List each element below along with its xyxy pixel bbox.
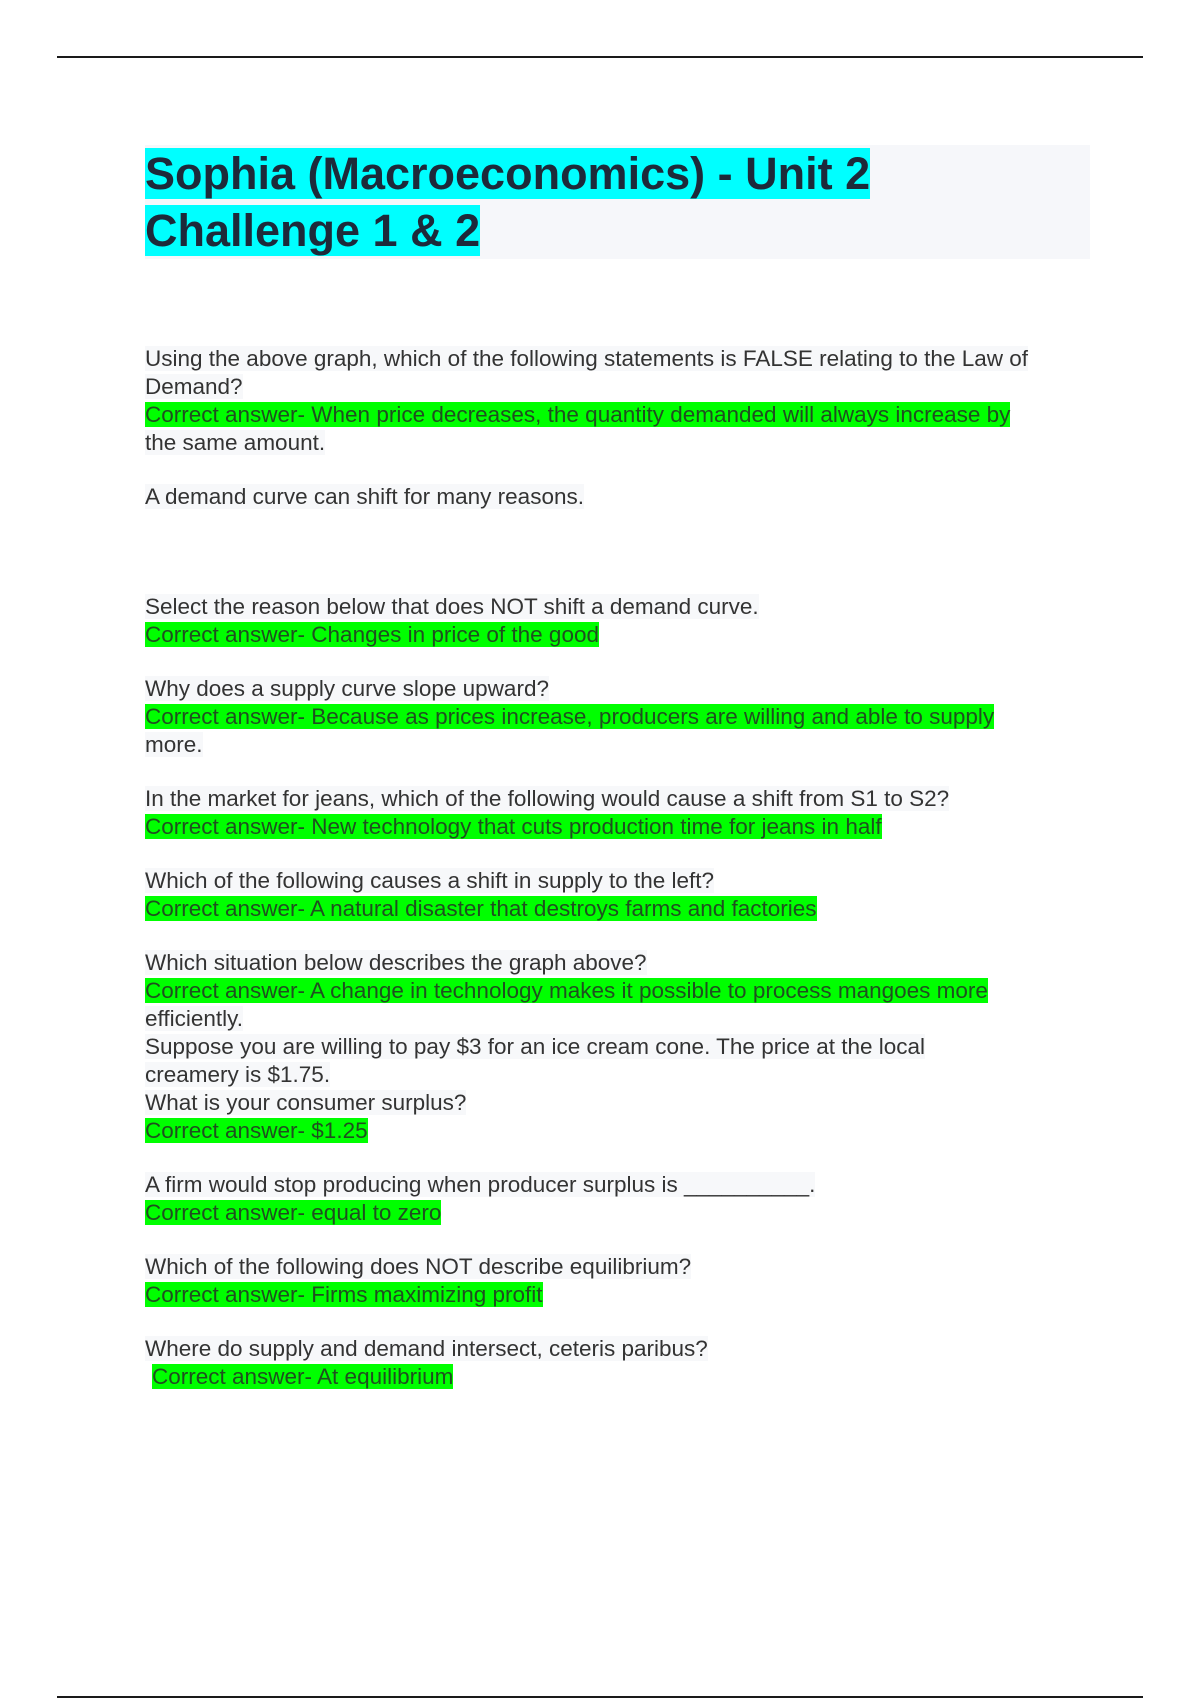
correct-answer: Correct answer- At equilibrium	[152, 1364, 454, 1389]
qa-item	[145, 949, 1090, 1033]
correct-answer: Correct answer- Firms maximizing profit	[145, 1282, 543, 1307]
question-text: Which situation below describes the graph above?	[145, 950, 647, 975]
correct-answer: Correct answer- A change in technology makes it possible to process mangoes more	[145, 978, 988, 1003]
title-block	[145, 145, 1090, 259]
bottom-rule	[57, 1696, 1143, 1698]
question-text-line-3: What is your consumer surplus?	[145, 1090, 467, 1115]
question-text-line-1: Suppose you are willing to pay $3 for an ice cream cone. The price at the local	[145, 1034, 926, 1059]
qa-item	[145, 1253, 1090, 1309]
correct-answer: Correct answer- $1.25	[145, 1118, 368, 1143]
note-text: A demand curve can shift for many reasons.	[145, 484, 584, 509]
qa-item	[145, 675, 1090, 759]
answer-continuation: the same amount.	[145, 430, 326, 455]
question-text: Select the reason below that does NOT shift a demand curve.	[145, 594, 759, 619]
top-rule	[57, 56, 1143, 58]
correct-answer: Correct answer- Changes in price of the good	[145, 622, 599, 647]
note-item	[145, 483, 1090, 511]
correct-answer: Correct answer- Because as prices increase, producers are willing and able to supply	[145, 704, 995, 729]
qa-item	[145, 1335, 1090, 1391]
qa-item	[145, 593, 1090, 649]
qa-item	[145, 1171, 1090, 1227]
question-text: Why does a supply curve slope upward?	[145, 676, 549, 701]
question-text-line-2: creamery is $1.75.	[145, 1062, 331, 1087]
qa-item	[145, 345, 1090, 457]
qa-item	[145, 867, 1090, 923]
question-text: Using the above graph, which of the following statements is FALSE relating to the Law of Demand?	[145, 346, 1029, 399]
question-text: In the market for jeans, which of the following would cause a shift from S1 to S2?	[145, 786, 950, 811]
page-title: Sophia (Macroeconomics) - Unit 2 Challenge 1 & 2	[145, 148, 871, 256]
question-text: A firm would stop producing when producer surplus is __________.	[145, 1172, 816, 1197]
document-body	[145, 145, 1090, 1417]
correct-answer: Correct answer- New technology that cuts production time for jeans in half	[145, 814, 882, 839]
answer-continuation: efficiently.	[145, 1006, 243, 1031]
question-text: Where do supply and demand intersect, ceteris paribus?	[145, 1336, 708, 1361]
correct-answer: Correct answer- equal to zero	[145, 1200, 442, 1225]
qa-item	[145, 785, 1090, 841]
correct-answer: Correct answer- When price decreases, the quantity demanded will always increase by	[145, 402, 1011, 427]
answer-continuation: more.	[145, 732, 203, 757]
question-text: Which of the following causes a shift in supply to the left?	[145, 868, 715, 893]
qa-item	[145, 1033, 1090, 1145]
question-text: Which of the following does NOT describe equilibrium?	[145, 1254, 692, 1279]
correct-answer: Correct answer- A natural disaster that destroys farms and factories	[145, 896, 817, 921]
